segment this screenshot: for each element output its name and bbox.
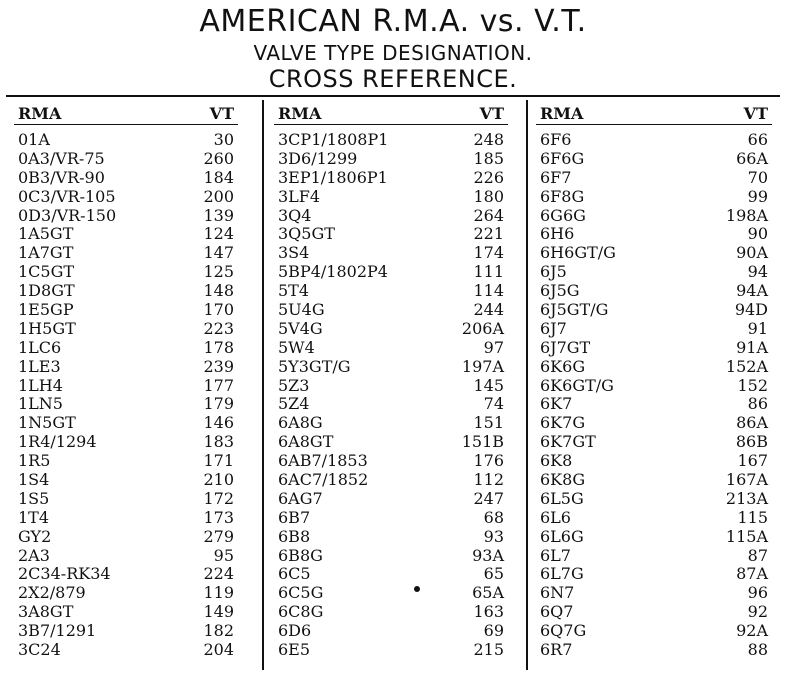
rma-cell: 3B7/1291	[18, 621, 97, 641]
vt-cell: 119	[203, 583, 234, 603]
table-row	[14, 452, 238, 471]
rma-cell: 6L5G	[540, 488, 584, 508]
vt-cell: 179	[203, 394, 234, 414]
vt-cell: 174	[473, 243, 504, 263]
document-subtitle: VALVE TYPE DESIGNATION.	[253, 41, 533, 65]
column-header	[14, 104, 238, 124]
table-row	[14, 622, 238, 641]
rma-cell: 6H6	[540, 224, 575, 244]
rma-cell: 1LE3	[18, 356, 61, 376]
table-row	[14, 528, 238, 547]
rma-cell: 1LN5	[18, 394, 63, 414]
table-row	[536, 452, 772, 471]
row-list	[14, 131, 238, 660]
vt-cell: 151	[473, 413, 504, 433]
vt-cell: 74	[483, 394, 504, 414]
table-column-3	[536, 100, 772, 678]
row-list	[536, 131, 772, 660]
vt-cell: 148	[203, 281, 234, 301]
table-row	[274, 301, 508, 320]
vt-cell: 125	[203, 262, 234, 282]
rma-cell: 1LC6	[18, 337, 62, 357]
vt-cell: 152	[737, 375, 768, 395]
table-row	[536, 622, 772, 641]
table-row	[274, 509, 508, 528]
table-row	[274, 528, 508, 547]
rma-cell: 3A8GT	[18, 602, 74, 622]
vt-cell: 86	[747, 394, 768, 414]
table-row	[274, 169, 508, 188]
rma-cell: 6L6	[540, 507, 571, 527]
vt-cell: 183	[203, 432, 234, 452]
rma-cell: 6L7	[540, 545, 571, 565]
table-row	[536, 490, 772, 509]
vt-cell: 178	[203, 337, 234, 357]
table-row	[274, 414, 508, 433]
rma-cell: 1R5	[18, 451, 51, 471]
vt-cell: 260	[203, 148, 234, 168]
vt-cell: 86B	[735, 432, 768, 452]
rma-cell: 6J7GT	[540, 337, 591, 357]
rma-cell: 6B8G	[278, 545, 323, 565]
table-row	[14, 169, 238, 188]
rma-cell: 6K7GT	[540, 432, 596, 452]
rma-cell: 6K7	[540, 394, 573, 414]
row-list	[274, 131, 508, 660]
vt-cell: 213A	[725, 488, 768, 508]
rma-cell: 6A8GT	[278, 432, 334, 452]
table-row	[14, 509, 238, 528]
table-row	[536, 358, 772, 377]
vt-cell: 177	[203, 375, 234, 395]
vt-cell: 247	[473, 488, 504, 508]
rma-cell: 1C5GT	[18, 262, 75, 282]
vt-cell: 97	[483, 337, 504, 357]
rma-cell: 6K6GT/G	[540, 375, 614, 395]
table-row	[14, 584, 238, 603]
table-row	[536, 263, 772, 282]
vt-cell: 244	[473, 300, 504, 320]
table-row	[274, 641, 508, 660]
table-row	[274, 622, 508, 641]
rma-cell: 6C8G	[278, 602, 324, 622]
vt-cell: 206A	[461, 318, 504, 338]
table-row	[274, 225, 508, 244]
vt-cell: 99	[747, 186, 768, 206]
vt-cell: 94A	[736, 281, 768, 301]
vt-cell: 68	[483, 507, 504, 527]
table-row	[274, 207, 508, 226]
table-row	[274, 584, 508, 603]
table-row	[14, 377, 238, 396]
vt-cell: 112	[473, 470, 504, 490]
table-row	[14, 395, 238, 414]
table-row	[536, 528, 772, 547]
vt-cell: 152A	[725, 356, 768, 376]
vt-cell: 30	[213, 130, 234, 149]
table-row	[536, 565, 772, 584]
rma-cell: 1T4	[18, 507, 50, 527]
rma-cell: 1LH4	[18, 375, 63, 395]
table-row	[14, 641, 238, 660]
rma-cell: 0B3/VR-90	[18, 167, 105, 187]
document-subheading: CROSS REFERENCE.	[268, 65, 518, 93]
table-row	[536, 377, 772, 396]
rma-cell: 6A8G	[278, 413, 323, 433]
vt-cell: 96	[747, 583, 768, 603]
table-row	[536, 584, 772, 603]
column-header	[536, 104, 772, 124]
rma-cell: 6H6GT/G	[540, 243, 616, 263]
table-row	[274, 282, 508, 301]
table-row	[274, 433, 508, 452]
rma-cell: 3S4	[278, 243, 310, 263]
rma-cell: 1A7GT	[18, 243, 74, 263]
table-row	[14, 547, 238, 566]
rma-cell: 5W4	[278, 337, 315, 357]
rma-cell: 6G6G	[540, 205, 586, 225]
rma-cell: 6J5	[540, 262, 567, 282]
table-row	[536, 207, 772, 226]
vt-cell: 87A	[736, 564, 768, 584]
table-row	[14, 188, 238, 207]
rma-cell: 5Z3	[278, 375, 310, 395]
rma-cell: 6R7	[540, 640, 573, 660]
rma-cell: 6J5G	[540, 281, 580, 301]
rma-cell: 5Y3GT/G	[278, 356, 351, 376]
column-divider	[526, 100, 528, 670]
vt-cell: 182	[203, 621, 234, 641]
table-row	[536, 244, 772, 263]
vt-cell: 239	[203, 356, 234, 376]
table-row	[14, 263, 238, 282]
table-row	[536, 339, 772, 358]
table-row	[536, 225, 772, 244]
rma-cell: 6J7	[540, 318, 567, 338]
vt-cell: 111	[473, 262, 504, 282]
table-row	[274, 339, 508, 358]
vt-cell: 146	[203, 413, 234, 433]
vt-cell: 93A	[472, 545, 504, 565]
vt-cell: 221	[473, 224, 504, 244]
rma-cell: 5T4	[278, 281, 310, 301]
vt-cell: 149	[203, 602, 234, 622]
rma-cell: 6AG7	[278, 488, 323, 508]
column-header-rule	[536, 124, 772, 125]
column-divider	[262, 100, 264, 670]
table-row	[274, 547, 508, 566]
vt-cell: 115	[737, 507, 768, 527]
rma-cell: 6Q7G	[540, 621, 587, 641]
table-row	[274, 452, 508, 471]
table-row	[14, 603, 238, 622]
rma-cell: 3LF4	[278, 186, 321, 206]
vt-cell: 115A	[725, 526, 768, 546]
vt-cell: 197A	[461, 356, 504, 376]
vt-cell: 176	[473, 451, 504, 471]
vt-cell: 185	[473, 148, 504, 168]
rma-cell: 3Q4	[278, 205, 312, 225]
rma-cell: 1A5GT	[18, 224, 74, 244]
rma-cell: 1H5GT	[18, 318, 76, 338]
rma-cell: GY2	[18, 526, 52, 546]
table-row	[274, 188, 508, 207]
rma-cell: 1R4/1294	[18, 432, 97, 452]
vt-cell: 248	[473, 130, 504, 149]
vt-cell: 171	[203, 451, 234, 471]
table-row	[14, 565, 238, 584]
rma-cell: 0A3/VR-75	[18, 148, 105, 168]
rma-cell: 6N7	[540, 583, 575, 603]
table-row	[274, 244, 508, 263]
table-row	[536, 471, 772, 490]
table-column-2	[274, 100, 508, 678]
table-row	[536, 414, 772, 433]
rma-cell: 6K7G	[540, 413, 586, 433]
ink-dot	[414, 586, 420, 592]
rma-cell: 6AB7/1853	[278, 451, 368, 471]
table-column-1	[14, 100, 238, 678]
vt-cell: 66A	[736, 148, 768, 168]
vt-cell: 124	[203, 224, 234, 244]
table-row	[536, 282, 772, 301]
rma-cell: 2X2/879	[18, 583, 86, 603]
vt-cell: 163	[473, 602, 504, 622]
rma-cell: 6F6	[540, 130, 572, 149]
vt-cell: 91A	[736, 337, 768, 357]
rma-cell: 6L6G	[540, 526, 584, 546]
vt-header: VT	[209, 104, 234, 123]
vt-cell: 65A	[472, 583, 504, 603]
rma-cell: 6K6G	[540, 356, 586, 376]
table-row	[14, 150, 238, 169]
table-row	[274, 150, 508, 169]
table-row	[274, 565, 508, 584]
table-row	[14, 471, 238, 490]
vt-cell: 87	[747, 545, 768, 565]
table-row	[274, 490, 508, 509]
vt-cell: 170	[203, 300, 234, 320]
rma-cell: 5BP4/1802P4	[278, 262, 388, 282]
vt-cell: 224	[203, 564, 234, 584]
column-header-rule	[274, 124, 508, 125]
rma-cell: 2C34-RK34	[18, 564, 111, 584]
vt-cell: 184	[203, 167, 234, 187]
table-row	[274, 263, 508, 282]
table-row	[536, 395, 772, 414]
table-row	[14, 282, 238, 301]
rma-cell: 3CP1/1808P1	[278, 130, 389, 149]
vt-cell: 279	[203, 526, 234, 546]
table-row	[14, 207, 238, 226]
rma-cell: 6B8	[278, 526, 311, 546]
rma-cell: 5V4G	[278, 318, 323, 338]
vt-cell: 215	[473, 640, 504, 660]
table-row	[14, 301, 238, 320]
vt-header: VT	[743, 104, 768, 123]
rma-cell: 2A3	[18, 545, 50, 565]
rma-header: RMA	[18, 104, 62, 123]
rma-header: RMA	[540, 104, 584, 123]
vt-cell: 94D	[734, 300, 768, 320]
rma-cell: 6Q7	[540, 602, 574, 622]
rma-cell: 1S4	[18, 470, 50, 490]
rma-cell: 5U4G	[278, 300, 325, 320]
rma-cell: 0D3/VR-150	[18, 205, 117, 225]
rma-cell: 1E5GP	[18, 300, 74, 320]
table-row	[14, 339, 238, 358]
rma-cell: 6E5	[278, 640, 311, 660]
vt-cell: 88	[747, 640, 768, 660]
rma-cell: 6C5	[278, 564, 311, 584]
table-row	[536, 320, 772, 339]
rma-cell: 3C24	[18, 640, 61, 660]
vt-header: VT	[479, 104, 504, 123]
rma-cell: 6AC7/1852	[278, 470, 369, 490]
vt-cell: 264	[473, 205, 504, 225]
vt-cell: 92	[747, 602, 768, 622]
table-row	[14, 320, 238, 339]
vt-cell: 167	[737, 451, 768, 471]
vt-cell: 90A	[736, 243, 768, 263]
rma-cell: 1S5	[18, 488, 50, 508]
table-row	[274, 131, 508, 150]
table-row	[536, 509, 772, 528]
vt-cell: 69	[483, 621, 504, 641]
table-row	[536, 169, 772, 188]
vt-cell: 139	[203, 205, 234, 225]
vt-cell: 114	[473, 281, 504, 301]
rma-cell: 3Q5GT	[278, 224, 335, 244]
table-row	[536, 547, 772, 566]
vt-cell: 167A	[725, 470, 768, 490]
rma-cell: 01A	[18, 130, 50, 149]
vt-cell: 95	[213, 545, 234, 565]
rma-cell: 6C5G	[278, 583, 324, 603]
vt-cell: 91	[747, 318, 768, 338]
vt-cell: 173	[203, 507, 234, 527]
vt-cell: 198A	[725, 205, 768, 225]
vt-cell: 65	[483, 564, 504, 584]
rma-cell: 6D6	[278, 621, 312, 641]
vt-cell: 200	[203, 186, 234, 206]
rma-cell: 6B7	[278, 507, 311, 527]
table-row	[536, 188, 772, 207]
rma-cell: 5Z4	[278, 394, 310, 414]
table-row	[274, 395, 508, 414]
vt-cell: 94	[747, 262, 768, 282]
rma-cell: 6F7	[540, 167, 572, 187]
vt-cell: 90	[747, 224, 768, 244]
table-row	[536, 131, 772, 150]
vt-cell: 210	[203, 470, 234, 490]
document-title: AMERICAN R.M.A. vs. V.T.	[199, 4, 587, 39]
table-row	[274, 320, 508, 339]
vt-cell: 92A	[736, 621, 768, 641]
column-header-rule	[14, 124, 238, 125]
vt-cell: 66	[747, 130, 768, 149]
rma-cell: 1N5GT	[18, 413, 76, 433]
vt-cell: 226	[473, 167, 504, 187]
table-row	[14, 433, 238, 452]
table-row	[536, 150, 772, 169]
rma-cell: 6K8	[540, 451, 573, 471]
rma-cell: 1D8GT	[18, 281, 75, 301]
rma-cell: 6F8G	[540, 186, 585, 206]
rma-cell: 0C3/VR-105	[18, 186, 116, 206]
header-rule	[6, 95, 780, 97]
vt-cell: 172	[203, 488, 234, 508]
vt-cell: 145	[473, 375, 504, 395]
vt-cell: 93	[483, 526, 504, 546]
table-row	[14, 414, 238, 433]
rma-cell: 6J5GT/G	[540, 300, 609, 320]
table-row	[14, 490, 238, 509]
table-row	[14, 244, 238, 263]
table-row	[536, 433, 772, 452]
rma-cell: 3EP1/1806P1	[278, 167, 388, 187]
vt-cell: 204	[203, 640, 234, 660]
table-row	[14, 358, 238, 377]
table-row	[14, 225, 238, 244]
rma-cell: 6F6G	[540, 148, 585, 168]
table-row	[274, 471, 508, 490]
table-row	[274, 603, 508, 622]
column-header	[274, 104, 508, 124]
rma-cell: 6L7G	[540, 564, 584, 584]
vt-cell: 147	[203, 243, 234, 263]
rma-cell: 6K8G	[540, 470, 586, 490]
vt-cell: 70	[747, 167, 768, 187]
table-row	[536, 301, 772, 320]
table-row	[14, 131, 238, 150]
table-row	[536, 603, 772, 622]
table-row	[274, 358, 508, 377]
table-row	[536, 641, 772, 660]
vt-cell: 180	[473, 186, 504, 206]
table-row	[274, 377, 508, 396]
vt-cell: 86A	[736, 413, 768, 433]
vt-cell: 151B	[461, 432, 504, 452]
vt-cell: 223	[203, 318, 234, 338]
rma-cell: 3D6/1299	[278, 148, 358, 168]
rma-header: RMA	[278, 104, 322, 123]
